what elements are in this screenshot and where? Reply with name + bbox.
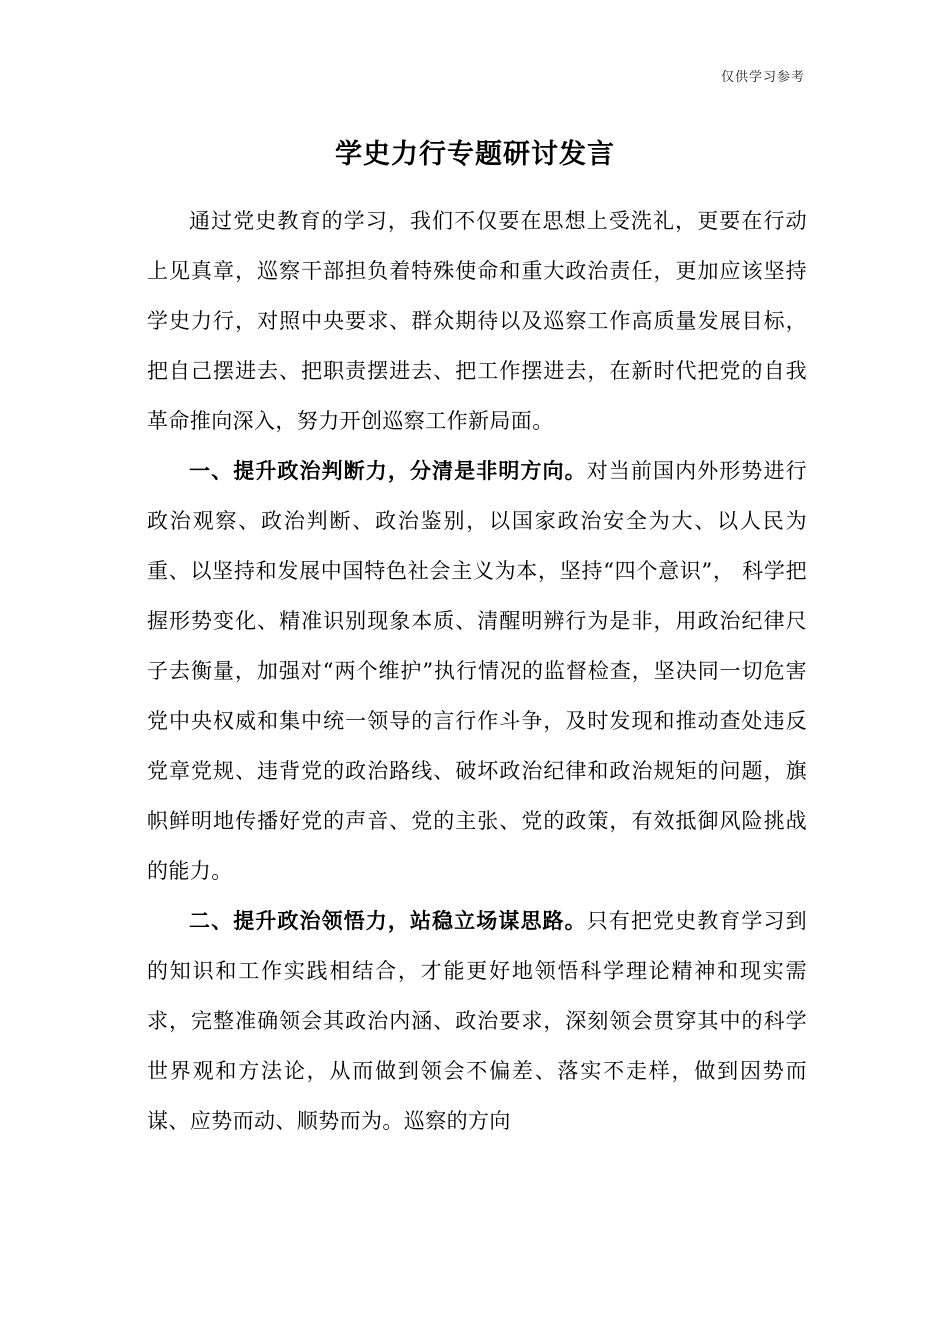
- paragraph-intro: [147, 196, 807, 446]
- document-title: 学史力行专题研讨发言: [335, 139, 615, 170]
- paragraph-section-1: [147, 446, 807, 896]
- section-heading: 二、提升政治领悟力，站稳立场谋思路。: [189, 908, 587, 933]
- section-heading: 一、提升政治判断力，分清是非明方向。: [189, 458, 587, 483]
- paragraph-section-2: [147, 896, 807, 1146]
- paragraph-text: 通过党史教育的学习，我们不仅要在思想上受洗礼，更要在行动上见真章，巡察干部担负着特殊使命和重大政治责任，更加应该坚持学史力行，对照中央要求、群众期待以及巡察工作高质量发展目标，把自己摆进去、把职责摆进去、把工作摆进去，在新时代把党的自我革命推向深入，努力开创巡察工作新局面。: [147, 209, 807, 433]
- header-note: 仅供学习参考: [720, 70, 805, 85]
- paragraph-text: 对当前国内外形势进行政治观察、政治判断、政治鉴别，以国家政治安全为大、以人民为重、以坚持和发展中国特色社会主义为本，坚持“四个意识”， 科学把握形势变化、精准识别现象本质、清醒明辨行为是非，用政治纪律尺子去衡量，加强对“两个维护”执行情况的监督检查，坚决同一切危害党中央权威和集中统一领导的言行作斗争，及时发现和推动查处违反党章党规、违背党的政治路线、破坏政治纪律和政治规矩的问题，旗帜鲜明地传播好党的声音、党的主张、党的政策，有效抵御风险挑战的能力。: [147, 459, 807, 883]
- paragraph-text: 只有把党史教育学习到的知识和工作实践相结合，才能更好地领悟科学理论精神和现实需求，完整准确领会其政治内涵、政治要求，深刻领会贯穿其中的科学世界观和方法论，从而做到领会不偏差、落实不走样，做到因势而谋、应势而动、顺势而为。巡察的方向: [147, 909, 807, 1133]
- document-body: [147, 196, 807, 1146]
